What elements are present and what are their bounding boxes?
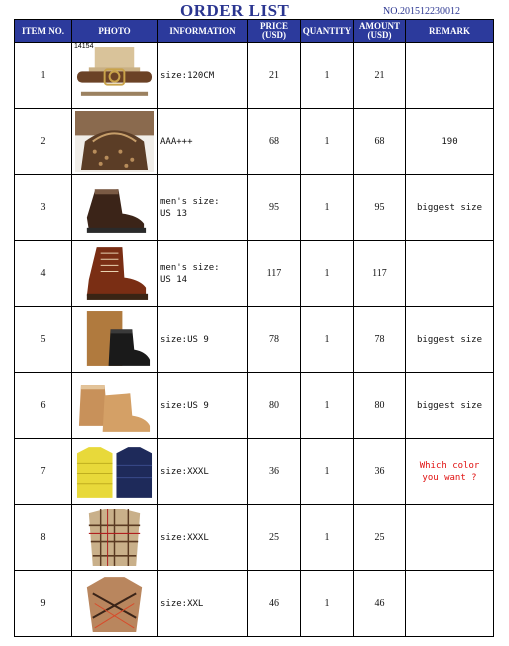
- product-photo: [72, 109, 158, 175]
- item-remark: 190: [406, 109, 494, 175]
- item-quantity: 1: [301, 241, 354, 307]
- item-amount: 117: [354, 241, 406, 307]
- item-information: AAA+++: [158, 109, 248, 175]
- item-amount: 36: [354, 439, 406, 505]
- item-quantity: 1: [301, 43, 354, 109]
- item-price: 68: [248, 109, 301, 175]
- table-row: [15, 307, 494, 373]
- item-price: 36: [248, 439, 301, 505]
- item-remark: [406, 43, 494, 109]
- table-row: [15, 175, 494, 241]
- item-amount: 46: [354, 571, 406, 637]
- item-price: 80: [248, 373, 301, 439]
- item-quantity: 1: [301, 373, 354, 439]
- item-amount: 95: [354, 175, 406, 241]
- item-price: 95: [248, 175, 301, 241]
- table-row: [15, 439, 494, 505]
- item-number: 8: [15, 505, 72, 571]
- photo-sku-label: 14154: [74, 43, 94, 50]
- product-photo: [72, 241, 158, 307]
- item-remark: biggest size: [406, 307, 494, 373]
- table-row: [15, 109, 494, 175]
- item-price: 21: [248, 43, 301, 109]
- product-photo: [72, 43, 158, 109]
- item-information: men's size: US 13: [158, 175, 248, 241]
- product-photo: [72, 307, 158, 373]
- col-header-price: PRICE (USD): [248, 20, 301, 43]
- item-quantity: 1: [301, 109, 354, 175]
- item-remark: biggest size: [406, 373, 494, 439]
- item-amount: 68: [354, 109, 406, 175]
- item-amount: 80: [354, 373, 406, 439]
- product-photo: [72, 373, 158, 439]
- item-number: 9: [15, 571, 72, 637]
- col-header-quantity: QUANTITY: [301, 20, 354, 43]
- table-row: [15, 241, 494, 307]
- col-header-remark: REMARK: [406, 20, 494, 43]
- product-photo: [72, 571, 158, 637]
- item-number: 4: [15, 241, 72, 307]
- col-header-item-no: ITEM NO.: [15, 20, 72, 43]
- item-information: men's size: US 14: [158, 241, 248, 307]
- item-amount: 78: [354, 307, 406, 373]
- product-photo: [72, 439, 158, 505]
- item-remark: [406, 241, 494, 307]
- item-information: size:XXL: [158, 571, 248, 637]
- table-row: [15, 373, 494, 439]
- order-number: NO.201512230012: [383, 6, 460, 17]
- item-quantity: 1: [301, 505, 354, 571]
- item-information: size:120CM: [158, 43, 248, 109]
- product-photo: [72, 175, 158, 241]
- item-price: 46: [248, 571, 301, 637]
- item-number: 5: [15, 307, 72, 373]
- item-quantity: 1: [301, 307, 354, 373]
- item-price: 117: [248, 241, 301, 307]
- item-remark: [406, 505, 494, 571]
- product-photo: [72, 505, 158, 571]
- item-number: 3: [15, 175, 72, 241]
- item-amount: 21: [354, 43, 406, 109]
- item-information: size:XXXL: [158, 505, 248, 571]
- table-row: [15, 571, 494, 637]
- item-price: 78: [248, 307, 301, 373]
- item-information: size:XXXL: [158, 439, 248, 505]
- item-information: size:US 9: [158, 307, 248, 373]
- item-number: 7: [15, 439, 72, 505]
- item-quantity: 1: [301, 439, 354, 505]
- col-header-photo: PHOTO: [72, 20, 158, 43]
- col-header-information: INFORMATION: [158, 20, 248, 43]
- item-amount: 25: [354, 505, 406, 571]
- item-remark: Which color you want ?: [406, 439, 494, 505]
- item-quantity: 1: [301, 571, 354, 637]
- table-row: [15, 43, 494, 109]
- item-remark: biggest size: [406, 175, 494, 241]
- table-row: [15, 505, 494, 571]
- header-row: [15, 20, 494, 43]
- item-number: 1: [15, 43, 72, 109]
- item-number: 2: [15, 109, 72, 175]
- item-remark: [406, 571, 494, 637]
- col-header-amount: AMOUNT (USD): [354, 20, 406, 43]
- item-information: size:US 9: [158, 373, 248, 439]
- order-table: [14, 19, 494, 637]
- page-title: ORDER LIST: [180, 1, 290, 20]
- item-quantity: 1: [301, 175, 354, 241]
- item-number: 6: [15, 373, 72, 439]
- item-price: 25: [248, 505, 301, 571]
